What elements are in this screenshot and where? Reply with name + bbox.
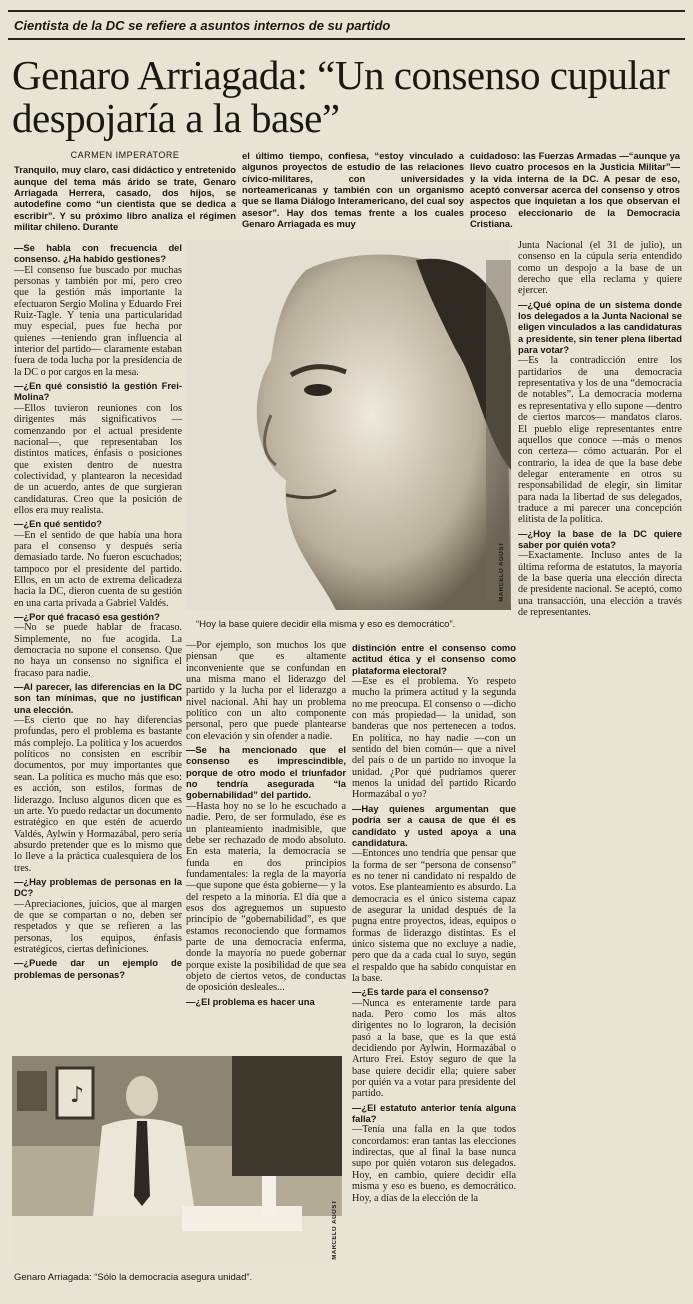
- portrait-caption: “Hoy la base quiere decidir ella misma y eso es democrático”.: [196, 619, 456, 630]
- office-photo: [12, 1056, 342, 1266]
- kicker: Cientista de la DC se refiere a asuntos internos de su partido: [14, 18, 391, 33]
- interview-question: —¿Por qué fracasó esa gestión?: [14, 611, 160, 622]
- body-column-3: [352, 640, 516, 1204]
- office-image: [12, 1056, 342, 1266]
- portrait-photo: [186, 240, 511, 610]
- interview-answer: Junta Nacional (el 31 de julio), un consenso en la cúpula sería entendido como un despojo a la base de un derecho que ella reclama y quiere ejercer.: [518, 240, 682, 297]
- interview-question: —Hay quienes argumentan que podría ser a causa de que él es candidato y usted apoya a una candidatura.: [352, 802, 516, 848]
- interview-answer: —No se puede hablar de fracaso. Simplemente, no fue acogida. La democracia no supone el consenso. Que no haya un consenso no significa el fracaso para nadie.: [14, 622, 182, 679]
- interview-answer: —Tenía una falla en la que todos concordamos: eran tantas las elecciones indirectas, que al final la base nunca supo por quién votaron sus delegados. Hoy, en cambio, quiere decidir ella misma y eso es bueno, es democrático. Hoy, a días de la elección de la: [352, 1124, 516, 1204]
- intro-paragraph: el último tiempo, confiesa, “estoy vinculado a algunos proyectos de estudio de las relaciones cívico-militares, con universidades norteamericanas y también con un organismo que se llama Diálogo Interamericano, del cual soy asesor”. Hay dos temas frente a los cuales Genaro Arriagada es muy: [242, 150, 464, 230]
- interview-answer: —Entonces uno tendría que pensar que la forma de ser “persona de consenso” es no tener ni candidato ni respaldo de votos. Ese planteamiento es absurdo. La democracia es el único sistema capaz de asegurar la unidad después de la pugna entre proyectos, ideas, equipos o formas de liderazgo distintas. Es el único sistema que no excluye a nadie, pero que da a cada cual lo suyo, según el respaldo que ha sabido conquistar en la base.: [352, 848, 516, 984]
- interview-question: —¿En qué consistió la gestión Frei-Molina?: [14, 380, 182, 403]
- interview-question: —¿Qué opina de un sistema donde los delegados a la Junta Nacional se eligen vinculados a las candidaturas a presidente, sin tener plena libertad para votar?: [518, 298, 682, 356]
- interview-answer: —Por ejemplo, son muchos los que piensan que es altamente inconveniente que se confundan en una misma mano el liderazgo del partido y la lucha por el liderazgo a nivel nacional. Ahí hay un problema político con un alto componente personal, pero que puede plantearse con elevación y sin ofender a nadie.: [186, 640, 346, 742]
- interview-answer: —Ese es el problema. Yo respeto mucho la primera actitud y la segunda no me preocupa. El consenso o —dicho con más propiedad— la unidad, son banderas que nos pertenecen a todos. En política, no hay nadie —con un sentido del bien común— que a nivel del país o de un partido no invoque la unidad. ¿Por qué pudríamos querer menos la unidad del partido Ricardo Hormazábal o yo?: [352, 676, 516, 801]
- interview-question: —¿Hoy la base de la DC quiere saber por quién vota?: [518, 527, 682, 550]
- byline: CARMEN IMPERATORE: [70, 150, 180, 160]
- body-column-2: [186, 640, 346, 1007]
- kicker-rule: [8, 38, 685, 40]
- interview-question: —¿Es tarde para el consenso?: [352, 986, 490, 998]
- interview-question: —¿Puede dar un ejemplo de problemas de personas?: [14, 957, 182, 980]
- interview-answer: —Apreciaciones, juicios, que al margen de que se compartan o no, deben ser respetados y que se refieren a las personas, los equipos, énfasis estratégicos, ciertas definiciones.: [14, 898, 182, 955]
- interview-answer: —Ellos tuvieron reuniones con los dirigentes más significativos —comenzando por el actual presidente nacional—, que representaban los distintos matices, énfasis o posiciones que existen dentro de nuestra colectividad, y plantearon la necesidad de un acuerdo, antes de que surgieran candidaturas. Creo que la posición de ellos era muy realista.: [14, 402, 182, 516]
- office-caption: Genaro Arriagada: “Sólo la democracia asegura unidad”.: [14, 1272, 253, 1283]
- interview-answer: —Exactamente. Incluso antes de la última reforma de estatutos, la mayoría de la base quería una elección directa de presidente nacional. Se aceptó, como una transacción, una elección a través de representantes.: [518, 550, 682, 618]
- interview-answer: —Hasta hoy no se lo he escuchado a nadie. Pero, de ser formulado, ése es un planteamiento inadmisible, que debe ser rechazado de modo absoluto. En esta materia, la democracia se funda en dos principios fundamentales: la regla de la mayoría —que supone que ésta gobierne— y la del respeto a la minoría. El día que a esos dos agreguemos un supuesto principio de “gobernabilidad”, es que estamos reconociendo que formamos parte de una democracia enferma, donde la mayoría no puede gobernar porque existe la posibilidad de que sea objeto de ciertos vetos, de conductas de oposición desleales...: [186, 800, 346, 994]
- interview-answer: —En el sentido de que había una hora para el consenso y después sería demasiado tarde. No fueron escuchados; tampoco por el presidente del partido. Ellos, en un acto de extrema delicadeza hacia la DC, dieron cuenta de su gestión en una carta privada a Gabriel Valdés.: [14, 529, 182, 609]
- intro-paragraph: cuidadoso: las Fuerzas Armadas —“aunque ya llevo cuatro procesos en la Justicia Militar”— y la vida interna de la DC. A pesar de eso, aceptó conversar acerca del consenso y otros aspectos que inquietan a los que observan el proceso eleccionario de la Democracia Cristiana.: [470, 150, 680, 230]
- svg-text:♪: ♪: [70, 1083, 85, 1108]
- top-rule: [8, 10, 685, 12]
- interview-question: —Al parecer, las diferencias en la DC son tan mínimas, que no justifican una elección.: [14, 681, 182, 715]
- interview-answer: —Es la contradicción entre los partidarios de una democracia representativa y los de una “democracia de notables”. La democracia moderna es representativa y ello supone —dentro de ciertos marcos— mandatos claros. El pueblo elige representantes entre aquellos que conoce —más o menos con certeza— cómo actuarán. Por el contrario, la idea de que la base debe delegar enteramente en otros su responsabilidad de elegir, sin limitar para nada la libertad de sus delegados, traduce a mi parecer una concepción elitista de la política.: [518, 355, 682, 526]
- intro-col-3: [470, 150, 680, 229]
- interview-answer: —Nunca es enteramente tarde para nada. Pero como los más altos dirigentes no lo lograron, la decisión pasó a la base, que es la que está decidiendo por Aylwin, Hormazábal o Arturo Frei. Estoy seguro de que la base quiere decidir ella; quiere saber por quién va a votar para presidente del partido.: [352, 997, 516, 1100]
- intro-col-2: [242, 150, 464, 229]
- interview-answer: —Es cierto que no hay diferencias profundas, pero el problema es bastante más complejo. La política y los acuerdos políticos no consisten en escribir documentos, por muy importantes que sean. La política es mucho más que eso: es acción, son estilos, formas de liderazgo. Incluso algunos dicen que es un arte. Yo puedo redactar un documento estratégico en que estén de acuerdo Valdés, Aylwin y Hormazábal, pero sería absurdo pretender que es lo mismo que lo lleve a la práctica cualesquiera de los tres.: [14, 715, 182, 874]
- interview-answer: —El consenso fue buscado por muchas personas y también por mí, pero creo que la gestión más importante la efectuaron Sergio Molina y Eduardo Frei Ruiz-Tagle. Y tenía una particularidad muy especial, pues fue hecha por quienes —teniendo gran influencia al interior del partido— claramente estaban fuera de toda lucha por la presidencia de la DC o por cargos en la mesa.: [14, 264, 182, 378]
- body-column-4: [518, 240, 682, 618]
- interview-question: —¿En qué sentido?: [14, 518, 103, 530]
- interview-question: —Se habla con frecuencia del consenso. ¿Ha habido gestiones?: [14, 242, 182, 265]
- intro-paragraph: Tranquilo, muy claro, casi didáctico y entretenido aunque del tema más árido se trate, Genaro Arriagada Herrera, casado, dos hijos, se autodefine como “un cientista que se dedica a escribir”. Y su próximo libro analiza el régimen militar chileno. Durante: [14, 164, 236, 233]
- portrait-image: [186, 240, 511, 610]
- interview-question: —Se ha mencionado que el consenso es imprescindible, porque de otro modo el triunfador no tendría asegurada “la gobernabilidad” del partido.: [186, 744, 346, 801]
- intro-col-1: [14, 150, 236, 232]
- interview-question: distinción entre el consenso como actitud ética y el consenso como plataforma electoral?: [352, 642, 516, 676]
- photo-credit: MARCELO AGOST: [499, 542, 505, 602]
- headline: Genaro Arriagada: “Un consenso cupular despojaría a la base”: [12, 52, 670, 141]
- photo-credit: MARCELO AGOST: [332, 1200, 338, 1260]
- interview-question: —¿Hay problemas de personas en la DC?: [14, 875, 182, 899]
- interview-question: —¿El estatuto anterior tenía alguna falla?: [352, 1101, 516, 1125]
- body-column-1: [14, 240, 182, 980]
- interview-question: —¿El problema es hacer una: [186, 995, 315, 1007]
